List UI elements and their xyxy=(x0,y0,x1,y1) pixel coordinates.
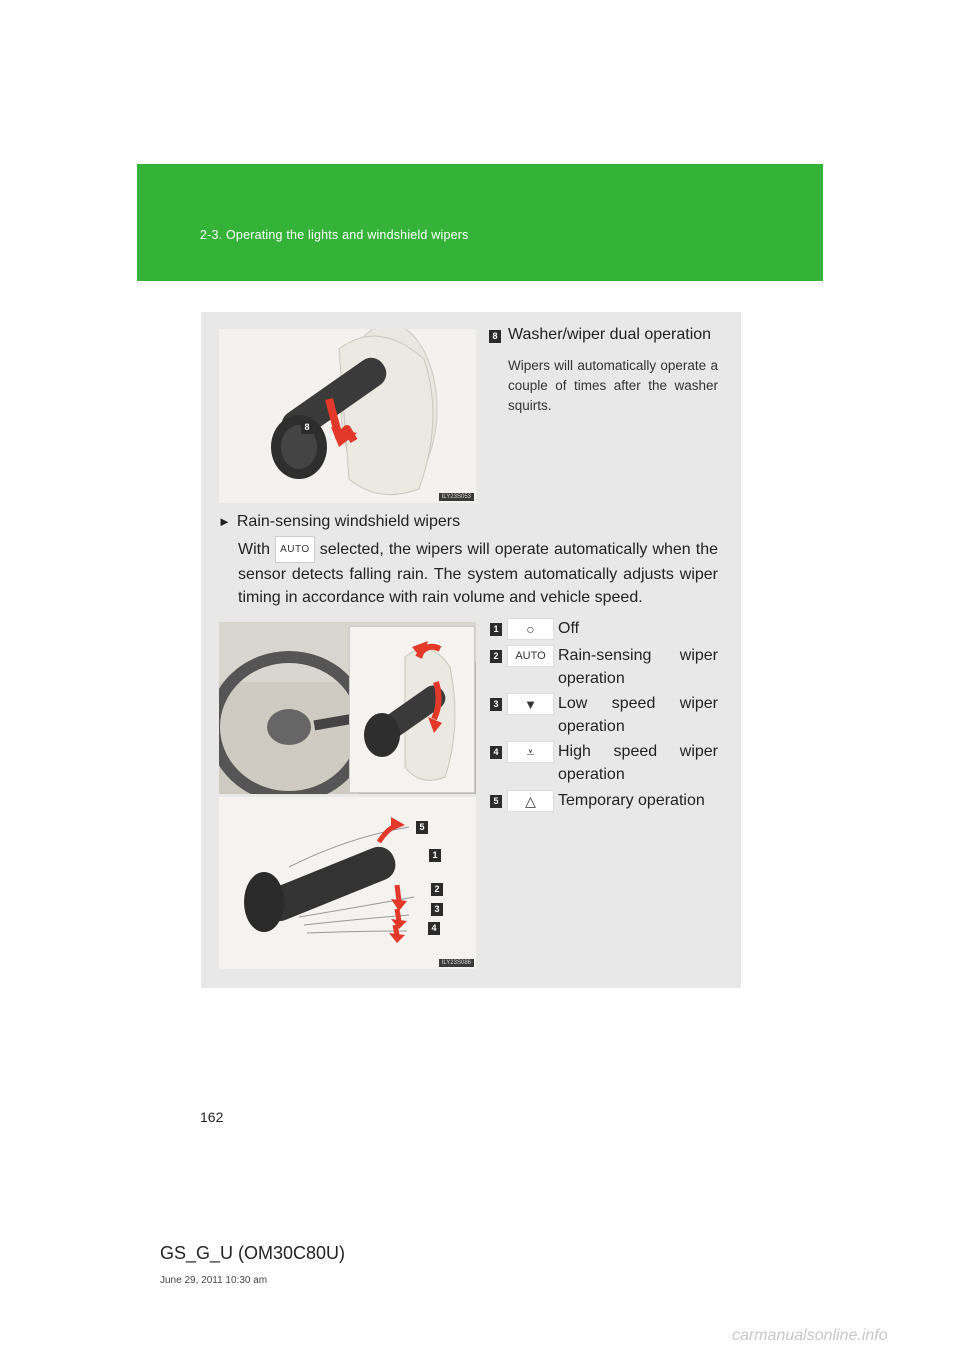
low-speed-symbol-icon: ▼ xyxy=(507,693,554,715)
mode-label-high-speed: High speed wiper operation xyxy=(558,743,718,783)
bullet-arrow-icon: ► xyxy=(218,514,231,529)
lever-positions-diagram xyxy=(219,797,476,969)
washer-description: Wipers will automatically operate a couple of times after the washer squirts. xyxy=(508,358,718,413)
rain-sensing-body: With AUTO selected, the wipers will operate automatically when the sensor detects falling rain. The system automatically adjusts wiper timing in accordance with rain volume and vehicle speed. xyxy=(238,536,718,609)
lever-inset-photo xyxy=(349,626,475,793)
watermark: carmanualsonline.info xyxy=(732,1327,888,1344)
mode-number-4: 4 xyxy=(490,746,502,759)
washer-photo-code: ILY23S053 xyxy=(439,493,474,501)
mode-label-rain-sensing: Rain-sensing wiper operation xyxy=(558,647,718,687)
photo-callout-8: 8 xyxy=(301,421,313,434)
mode-number-5: 5 xyxy=(490,795,502,808)
mode-number-1: 1 xyxy=(490,623,502,636)
print-date: June 29, 2011 10:30 am xyxy=(160,1275,268,1286)
mode-number-2: 2 xyxy=(490,650,502,663)
document-id: GS_G_U (OM30C80U) xyxy=(160,1243,346,1263)
auto-symbol-icon: AUTO xyxy=(507,645,554,667)
section-title: 2-3. Operating the lights and windshield wipers xyxy=(200,228,469,242)
diagram-callout-2: 2 xyxy=(431,883,443,896)
rain-heading-text: Rain-sensing windshield wipers xyxy=(236,513,461,530)
mode-label-low-speed: Low speed wiper operation xyxy=(558,695,718,735)
high-speed-symbol-icon: ⩡ xyxy=(507,741,554,763)
mode-label-temporary: Temporary operation xyxy=(558,792,705,809)
temporary-symbol-icon: △ xyxy=(507,790,554,812)
rain-photo-code: ILY23S086 xyxy=(439,959,474,967)
mode-number-3: 3 xyxy=(490,698,502,711)
page-number: 162 xyxy=(200,1109,224,1125)
header-band xyxy=(137,164,823,281)
mode-label-off: Off xyxy=(558,620,580,637)
item-number-8: 8 xyxy=(489,330,501,343)
diagram-callout-5: 5 xyxy=(416,821,428,834)
auto-symbol: AUTO xyxy=(275,536,315,563)
diagram-callout-4: 4 xyxy=(428,922,440,935)
off-symbol-icon: ○ xyxy=(507,618,554,640)
diagram-callout-1: 1 xyxy=(429,849,441,862)
washer-title: Washer/wiper dual operation xyxy=(508,326,712,343)
rain-sensing-heading xyxy=(218,513,460,531)
washer-lever-photo xyxy=(219,329,476,503)
diagram-callout-3: 3 xyxy=(431,903,443,916)
dashboard-photo xyxy=(219,622,476,794)
